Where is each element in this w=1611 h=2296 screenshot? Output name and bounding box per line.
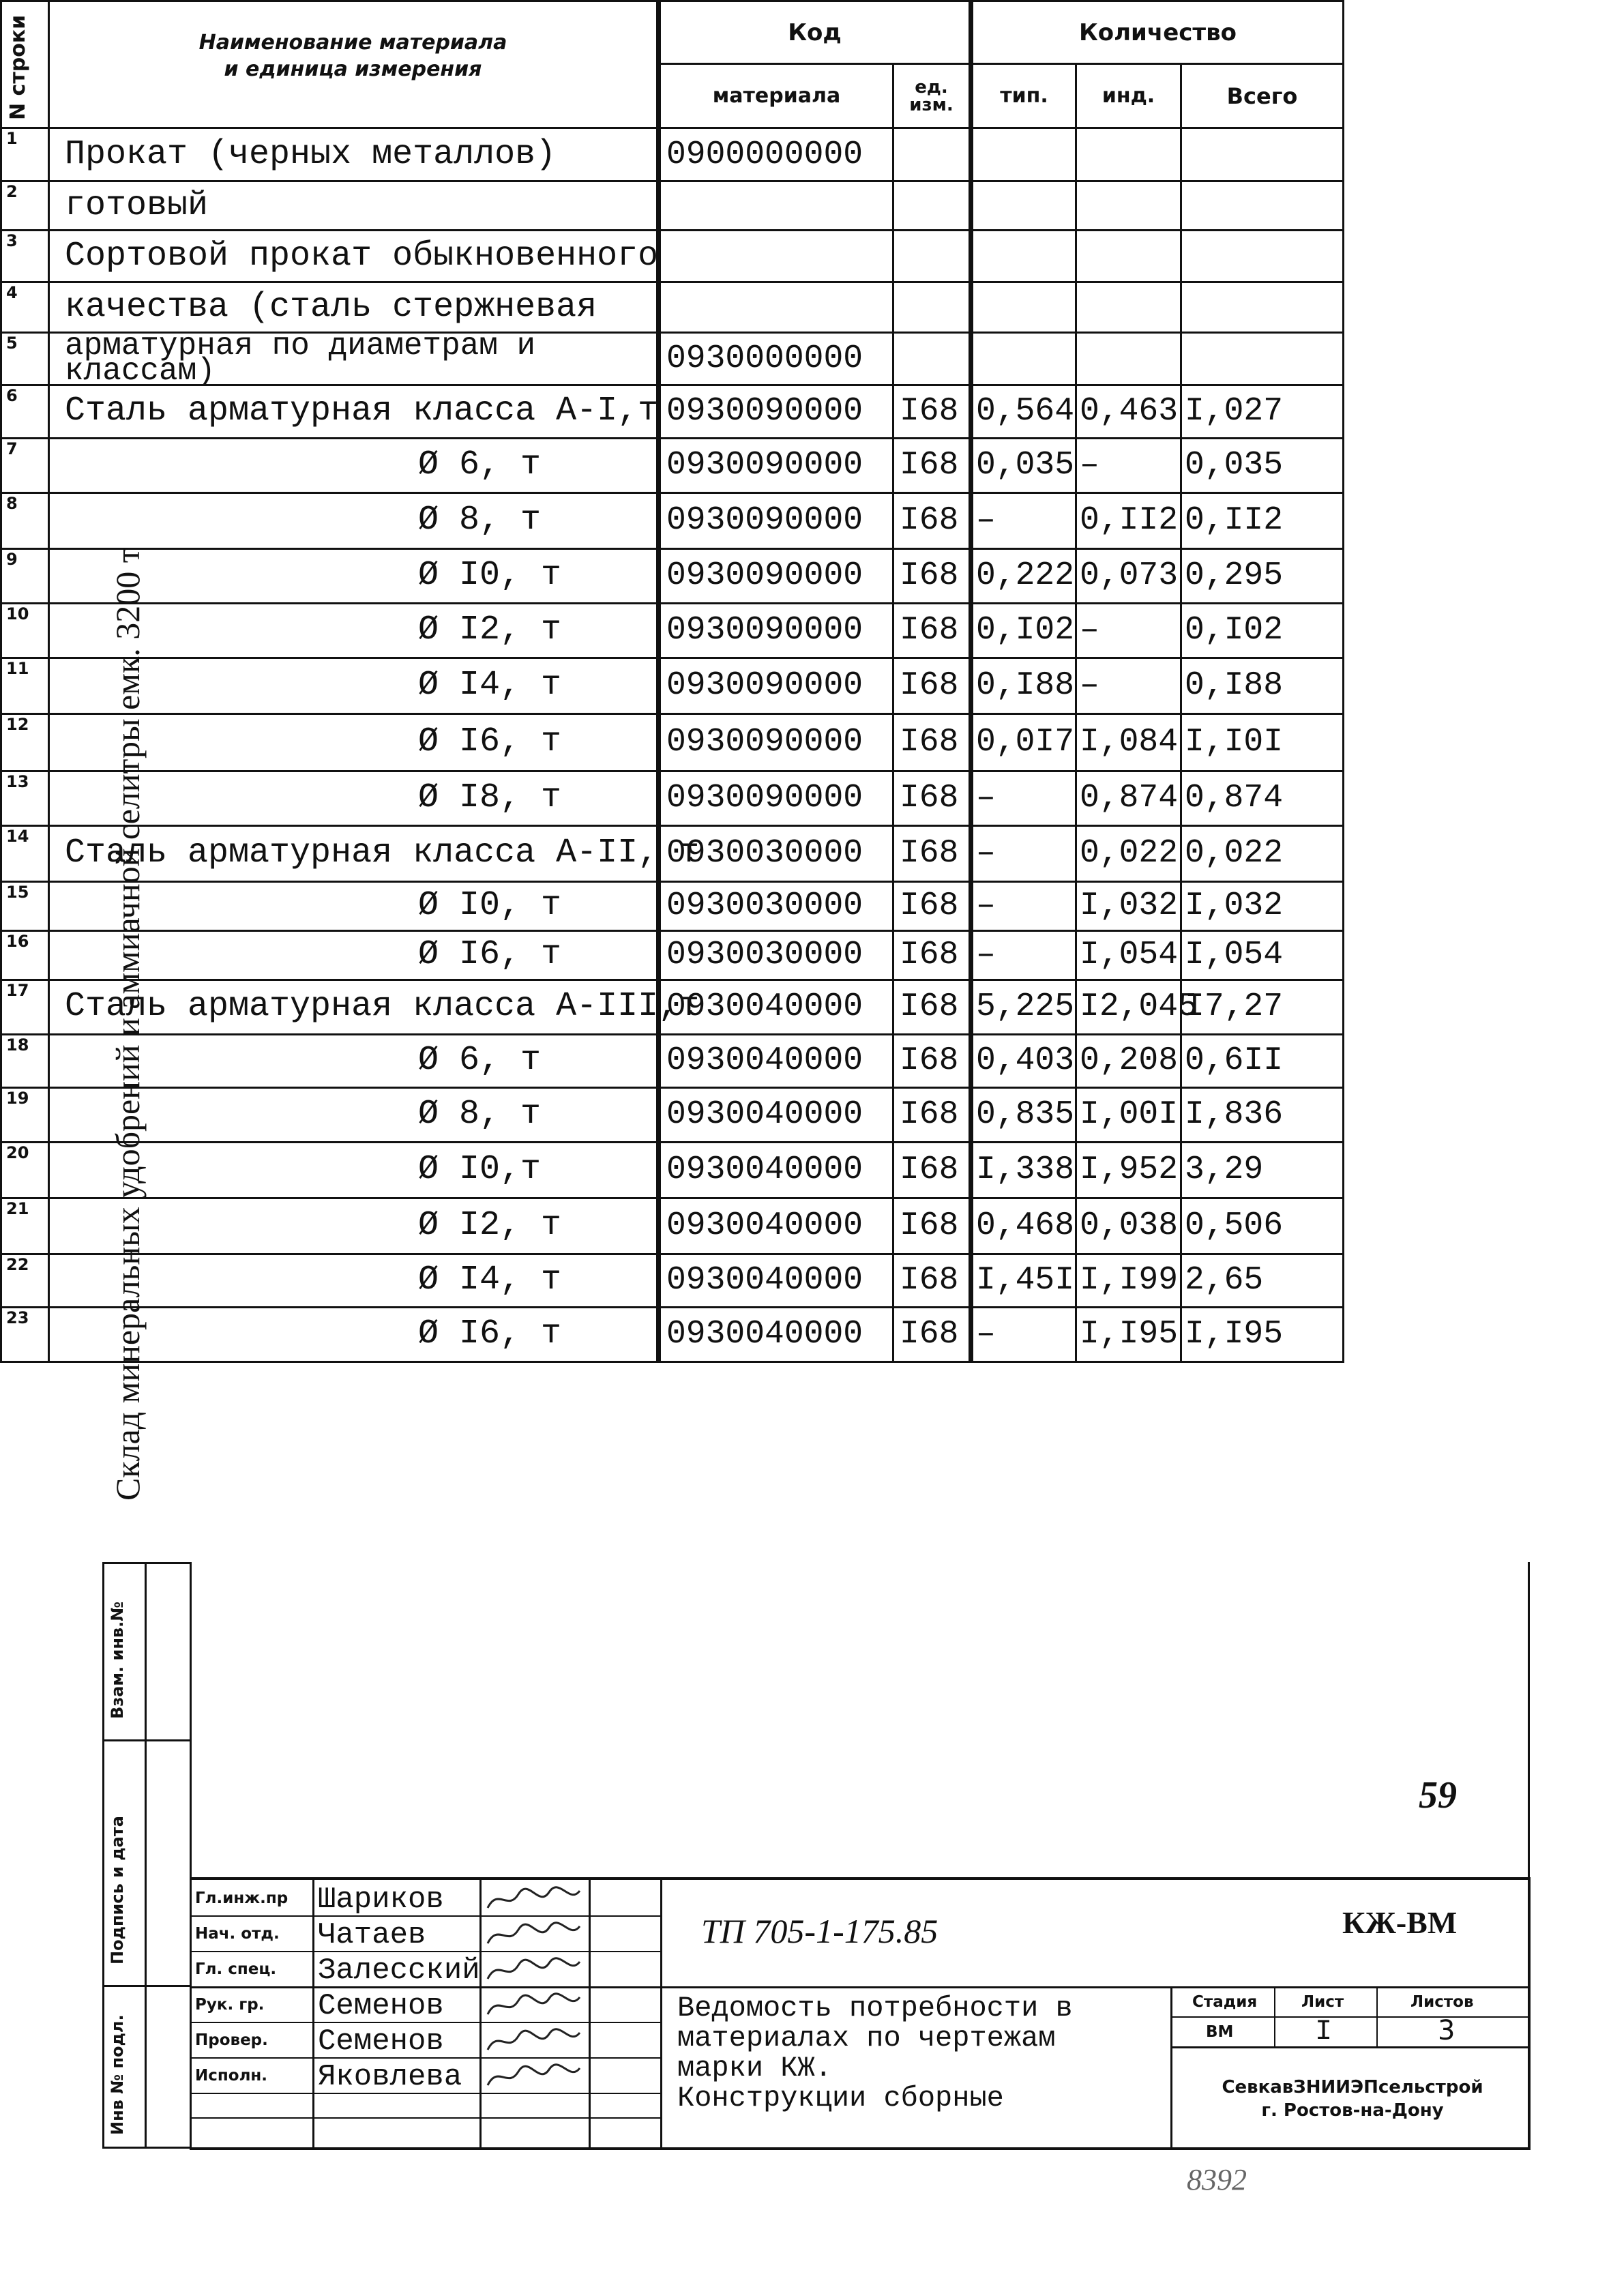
qty-ind: 0,038: [1076, 1198, 1181, 1254]
qty-ind: 0,208: [1076, 1034, 1181, 1087]
table-row: [1, 1142, 1344, 1198]
unit-code: I68: [893, 771, 971, 825]
qty-total: [1181, 181, 1344, 231]
table-row: [1, 930, 1344, 980]
unit-code: I68: [893, 713, 971, 771]
material-name: Прокат (черных металлов): [49, 128, 659, 181]
row-number: 21: [1, 1198, 49, 1254]
signature-mark: [484, 1990, 587, 2023]
qty-total: I,I95: [1181, 1307, 1344, 1362]
qty-total: [1181, 128, 1344, 181]
unit-code: I68: [893, 1307, 971, 1362]
name-header: Наименование материала и единица измерения: [49, 1, 659, 128]
row-number: 8: [1, 492, 49, 548]
material-name: Ø I0,т: [49, 1142, 659, 1198]
row-number: 13: [1, 771, 49, 825]
table-row: [1, 825, 1344, 881]
row-number: 16: [1, 930, 49, 980]
qty-total: 0,295: [1181, 548, 1344, 603]
side-title: Склад минеральных удобрений и аммиачной селитры емк. 3200 т: [108, 548, 147, 1501]
material-name: Ø I6, т: [49, 713, 659, 771]
table-row: [1, 1034, 1344, 1087]
row-number: 9: [1, 548, 49, 603]
qty-total: 0,022: [1181, 825, 1344, 881]
material-name: арматурная по диаметрам и классам): [49, 333, 659, 385]
sheets-label: Листов: [1410, 1993, 1474, 2011]
unit-code: I68: [893, 603, 971, 658]
stamp-name: Семенов: [318, 2025, 444, 2059]
stamp-name: Семенов: [318, 1989, 444, 2023]
material-code: 0930040000: [659, 1254, 893, 1307]
unit-code: I68: [893, 1087, 971, 1142]
material-code: 0930090000: [659, 548, 893, 603]
qty-total: [1181, 282, 1344, 333]
table-row: [1, 282, 1344, 333]
material-name: Ø 8, т: [49, 1087, 659, 1142]
qty-ind: –: [1076, 438, 1181, 492]
qty-total: 0,6II: [1181, 1034, 1344, 1087]
table-row: [1, 333, 1344, 385]
material-code: 0930090000: [659, 713, 893, 771]
row-number: 5: [1, 333, 49, 385]
unit-code: I68: [893, 881, 971, 930]
qty-typ: –: [971, 825, 1076, 881]
podpis-label: Подпись и дата: [108, 1816, 127, 1964]
qty-total-header: Всего: [1181, 64, 1344, 128]
material-code: 0930040000: [659, 980, 893, 1034]
qty-typ: 0,564: [971, 385, 1076, 438]
stamp-role: Исполн.: [195, 2067, 268, 2085]
stamp-name: Чатаев: [318, 1918, 426, 1952]
row-number: 19: [1, 1087, 49, 1142]
row-number: 20: [1, 1142, 49, 1198]
stamp-role: Провер.: [195, 2031, 268, 2049]
page-number: 59: [1419, 1774, 1457, 1816]
qty-ind: I2,045: [1076, 980, 1181, 1034]
vzam-label: Взам. инв.№: [108, 1601, 127, 1719]
code-group-header: Код: [659, 1, 971, 64]
unit-code: I68: [893, 1198, 971, 1254]
unit-code: I68: [893, 658, 971, 713]
material-name: Ø I6, т: [49, 1307, 659, 1362]
material-code: 0930090000: [659, 385, 893, 438]
qty-typ-header: тип.: [971, 64, 1076, 128]
qty-ind: I,084: [1076, 713, 1181, 771]
material-code: 0930090000: [659, 492, 893, 548]
row-number: 3: [1, 231, 49, 282]
qty-total: 0,035: [1181, 438, 1344, 492]
qty-typ: [971, 128, 1076, 181]
org-name: СевкавЗНИИЭПсельстрой г. Ростов-на-Дону: [1222, 2077, 1483, 2121]
material-code: 0930090000: [659, 771, 893, 825]
qty-total: [1181, 333, 1344, 385]
qty-total: 0,II2: [1181, 492, 1344, 548]
table-row: [1, 1307, 1344, 1362]
unit-code: I68: [893, 548, 971, 603]
qty-total: 2,65: [1181, 1254, 1344, 1307]
qty-ind: I,00I: [1076, 1087, 1181, 1142]
doc-title: Ведомость потребности в материалах по чертежам марки КЖ. Конструкции сборные: [677, 1992, 1073, 2115]
signature-mark: [484, 1884, 587, 1917]
unit-code: I68: [893, 492, 971, 548]
material-code: [659, 282, 893, 333]
qty-total: I,032: [1181, 881, 1344, 930]
qty-typ: –: [971, 771, 1076, 825]
row-number: 17: [1, 980, 49, 1034]
row-number: 4: [1, 282, 49, 333]
signature-mark: [484, 2061, 587, 2094]
row-number: 18: [1, 1034, 49, 1087]
material-code: 0930030000: [659, 825, 893, 881]
material-name: Ø I8, т: [49, 771, 659, 825]
qty-ind: [1076, 282, 1181, 333]
qty-group-header: Количество: [971, 1, 1344, 64]
table-row: [1, 603, 1344, 658]
qty-typ: [971, 181, 1076, 231]
qty-ind: I,952: [1076, 1142, 1181, 1198]
qty-ind: I,054: [1076, 930, 1181, 980]
table-row: [1, 128, 1344, 181]
table-row: [1, 548, 1344, 603]
qty-typ: [971, 282, 1076, 333]
qty-ind: I,032: [1076, 881, 1181, 930]
table-row: [1, 492, 1344, 548]
qty-total: I,836: [1181, 1087, 1344, 1142]
material-name: Ø 8, т: [49, 492, 659, 548]
inv-label: Инв № подл.: [108, 2014, 127, 2135]
material-code: 0930040000: [659, 1034, 893, 1087]
materials-table: [0, 0, 1344, 1363]
table-row: [1, 438, 1344, 492]
qty-typ: 0,0I7: [971, 713, 1076, 771]
table-row: [1, 658, 1344, 713]
material-code: 0930040000: [659, 1142, 893, 1198]
qty-ind: 0,II2: [1076, 492, 1181, 548]
table-row: [1, 385, 1344, 438]
code-material-header: материала: [659, 64, 893, 128]
table-row: [1, 231, 1344, 282]
material-code: 0930040000: [659, 1087, 893, 1142]
left-stamp: [102, 1562, 190, 2149]
material-code: 0900000000: [659, 128, 893, 181]
material-name: Ø I4, т: [49, 658, 659, 713]
qty-total: I7,27: [1181, 980, 1344, 1034]
material-name: Ø I6, т: [49, 930, 659, 980]
qty-ind-header: инд.: [1076, 64, 1181, 128]
stage-label: Стадия: [1192, 1993, 1258, 2011]
qty-typ: 0,222: [971, 548, 1076, 603]
qty-typ: I,45I: [971, 1254, 1076, 1307]
material-code: 0930090000: [659, 603, 893, 658]
qty-ind: [1076, 333, 1181, 385]
material-code: 0930040000: [659, 1198, 893, 1254]
qty-typ: –: [971, 930, 1076, 980]
signature-mark: [484, 1919, 587, 1952]
qty-ind: –: [1076, 658, 1181, 713]
stamp-role: Гл.инж.пр: [195, 1889, 289, 1907]
table-row: [1, 1087, 1344, 1142]
material-code: 0930030000: [659, 881, 893, 930]
qty-total: [1181, 231, 1344, 282]
qty-total: 0,I88: [1181, 658, 1344, 713]
material-code: 0930040000: [659, 1307, 893, 1362]
material-name: Сортовой прокат обыкновенного: [49, 231, 659, 282]
table-row: [1, 980, 1344, 1034]
qty-typ: 5,225: [971, 980, 1076, 1034]
qty-typ: 0,035: [971, 438, 1076, 492]
stamp-role: Нач. отд.: [195, 1925, 280, 1943]
unit-code: I68: [893, 825, 971, 881]
qty-total: 0,874: [1181, 771, 1344, 825]
material-code: [659, 181, 893, 231]
material-code: 0930090000: [659, 438, 893, 492]
row-number: 15: [1, 881, 49, 930]
row-number: 22: [1, 1254, 49, 1307]
qty-ind: I,I99: [1076, 1254, 1181, 1307]
row-number: 11: [1, 658, 49, 713]
material-code: 0930030000: [659, 930, 893, 980]
material-code: [659, 231, 893, 282]
qty-total: 0,I02: [1181, 603, 1344, 658]
doc-code: ТП 705-1-175.85: [701, 1912, 938, 1950]
qty-typ: [971, 231, 1076, 282]
unit-code: I68: [893, 438, 971, 492]
unit-code: I68: [893, 1034, 971, 1087]
qty-ind: [1076, 181, 1181, 231]
material-name: Ø I2, т: [49, 1198, 659, 1254]
qty-ind: [1076, 128, 1181, 181]
unit-code: I68: [893, 1254, 971, 1307]
unit-code: [893, 333, 971, 385]
row-number: 6: [1, 385, 49, 438]
material-name: Ø I4, т: [49, 1254, 659, 1307]
material-name: Ø I0, т: [49, 881, 659, 930]
stamp-role: Гл. спец.: [195, 1960, 277, 1978]
qty-typ: 0,468: [971, 1198, 1076, 1254]
row-number: 1: [1, 128, 49, 181]
material-code: 0930090000: [659, 658, 893, 713]
stamp-role: Рук. гр.: [195, 1996, 265, 2014]
qty-typ: –: [971, 492, 1076, 548]
qty-ind: 0,022: [1076, 825, 1181, 881]
doc-mark: КЖ-ВМ: [1342, 1905, 1458, 1940]
signature-mark: [484, 1955, 587, 1988]
qty-typ: –: [971, 881, 1076, 930]
unit-code: I68: [893, 930, 971, 980]
row-number: 12: [1, 713, 49, 771]
stamp-name: Залесский: [318, 1954, 480, 1988]
qty-typ: 0,835: [971, 1087, 1076, 1142]
unit-code: I68: [893, 385, 971, 438]
qty-total: 3,29: [1181, 1142, 1344, 1198]
unit-code: [893, 128, 971, 181]
signature-mark: [484, 2026, 587, 2059]
material-name: Ø 6, т: [49, 438, 659, 492]
row-number: 2: [1, 181, 49, 231]
material-name: Ø I0, т: [49, 548, 659, 603]
table-row: [1, 713, 1344, 771]
title-block: [190, 1877, 1530, 2150]
unit-code: I68: [893, 980, 971, 1034]
qty-total: I,027: [1181, 385, 1344, 438]
qty-total: 0,506: [1181, 1198, 1344, 1254]
row-number: 14: [1, 825, 49, 881]
sheet-label: Лист: [1301, 1993, 1344, 2011]
qty-typ: 0,I88: [971, 658, 1076, 713]
material-name: Ø I2, т: [49, 603, 659, 658]
qty-ind: [1076, 231, 1181, 282]
sheet-value: I: [1315, 2015, 1333, 2048]
footer-number: 8392: [1187, 2163, 1247, 2196]
row-number: 7: [1, 438, 49, 492]
table-row: [1, 1254, 1344, 1307]
material-code: 0930000000: [659, 333, 893, 385]
material-name: Сталь арматурная класса А-II, т: [49, 825, 659, 881]
material-name: Сталь арматурная класса А-III,т: [49, 980, 659, 1034]
row-number: 23: [1, 1307, 49, 1362]
table-row: [1, 771, 1344, 825]
qty-typ: I,338: [971, 1142, 1076, 1198]
sheets-value: 3: [1438, 2015, 1455, 2046]
code-unit-header: ед. изм.: [893, 64, 971, 128]
qty-total: I,I0I: [1181, 713, 1344, 771]
material-name: Сталь арматурная класса А-I,т: [49, 385, 659, 438]
material-name: качества (сталь стержневая: [49, 282, 659, 333]
row-number-header: N строки: [1, 1, 49, 128]
unit-code: [893, 282, 971, 333]
qty-ind: 0,874: [1076, 771, 1181, 825]
qty-ind: 0,463: [1076, 385, 1181, 438]
qty-ind: I,I95: [1076, 1307, 1181, 1362]
row-number: 10: [1, 603, 49, 658]
table-row: [1, 1198, 1344, 1254]
stamp-name: Шариков: [318, 1883, 444, 1917]
unit-code: [893, 181, 971, 231]
stage-value: ВМ: [1206, 2023, 1234, 2041]
material-name: Ø 6, т: [49, 1034, 659, 1087]
qty-ind: –: [1076, 603, 1181, 658]
table-row: [1, 881, 1344, 930]
unit-code: [893, 231, 971, 282]
material-name: готовый: [49, 181, 659, 231]
unit-code: I68: [893, 1142, 971, 1198]
qty-typ: 0,I02: [971, 603, 1076, 658]
qty-total: I,054: [1181, 930, 1344, 980]
qty-typ: [971, 333, 1076, 385]
table-row: [1, 181, 1344, 231]
qty-typ: 0,403: [971, 1034, 1076, 1087]
qty-ind: 0,073: [1076, 548, 1181, 603]
stamp-name: Яковлева: [318, 2060, 462, 2094]
qty-typ: –: [971, 1307, 1076, 1362]
